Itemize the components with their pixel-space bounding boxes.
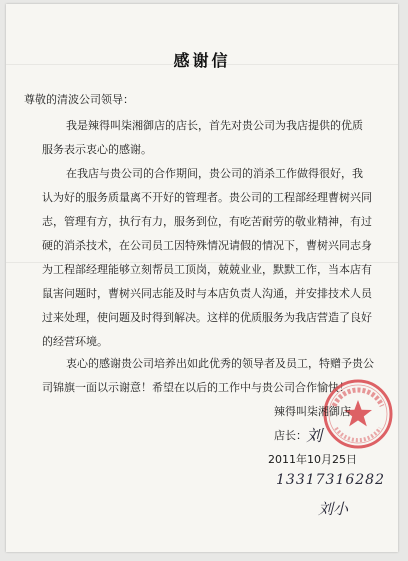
paragraph-body [42,162,372,354]
salutation: 尊敬的清波公司领导： [24,93,134,106]
page-title: 感谢信 [173,51,231,70]
paragraph-line: 衷心的感谢贵公司培养出如此优秀的领导者及员工，特赠予贵公 [66,357,374,370]
paragraph-line: 的经营环境。 [42,335,108,348]
paragraph-line: 认为好的服务质量离不开好的管理者。贵公司的工程部经理曹树兴同 [42,191,372,204]
store-name: 辣得叫柒湘御店 [274,405,351,418]
paragraph-line: 我是辣得叫柒湘御店的店长，首先对贵公司为我店提供的优质 [66,119,363,132]
handwritten-phone: 13317316282 [276,472,385,488]
letter-paper [6,4,398,552]
paragraph-line: 司锦旗一面以示谢意！希望在以后的工作中与贵公司合作愉快！ [42,381,350,394]
paragraph-line: 服务表示衷心的感谢。 [42,143,152,156]
paragraph-line: 过来处理，使问题及时得到解决。这样的优质服务为我店营造了良好 [42,311,372,324]
paragraph-line: 志，管理有方，执行有力，服务到位，有吃苦耐劳的敬业精神，有过 [42,215,372,228]
paragraph-line: 鼠害问题时，曹树兴同志能及时与本店负责人沟通，并安排技术人员 [42,287,372,300]
paragraph-line: 为工程部经理能够立刻帮员工顶岗，兢兢业业，默默工作，当本店有 [42,263,372,276]
paragraph-line: 硬的消杀技术，在公司员工因特殊情况请假的情况下，曹树兴同志身 [42,239,372,252]
letter-date: 2011年10月25日 [268,453,357,466]
manager-label: 店长： [274,429,307,442]
paragraph-line: 在我店与贵公司的合作期间，贵公司的消杀工作做得很好，我 [66,167,363,180]
handwritten-name: 刘小 [318,500,349,518]
paragraph-intro [42,114,366,162]
manager-signature: 刘 [306,426,323,445]
